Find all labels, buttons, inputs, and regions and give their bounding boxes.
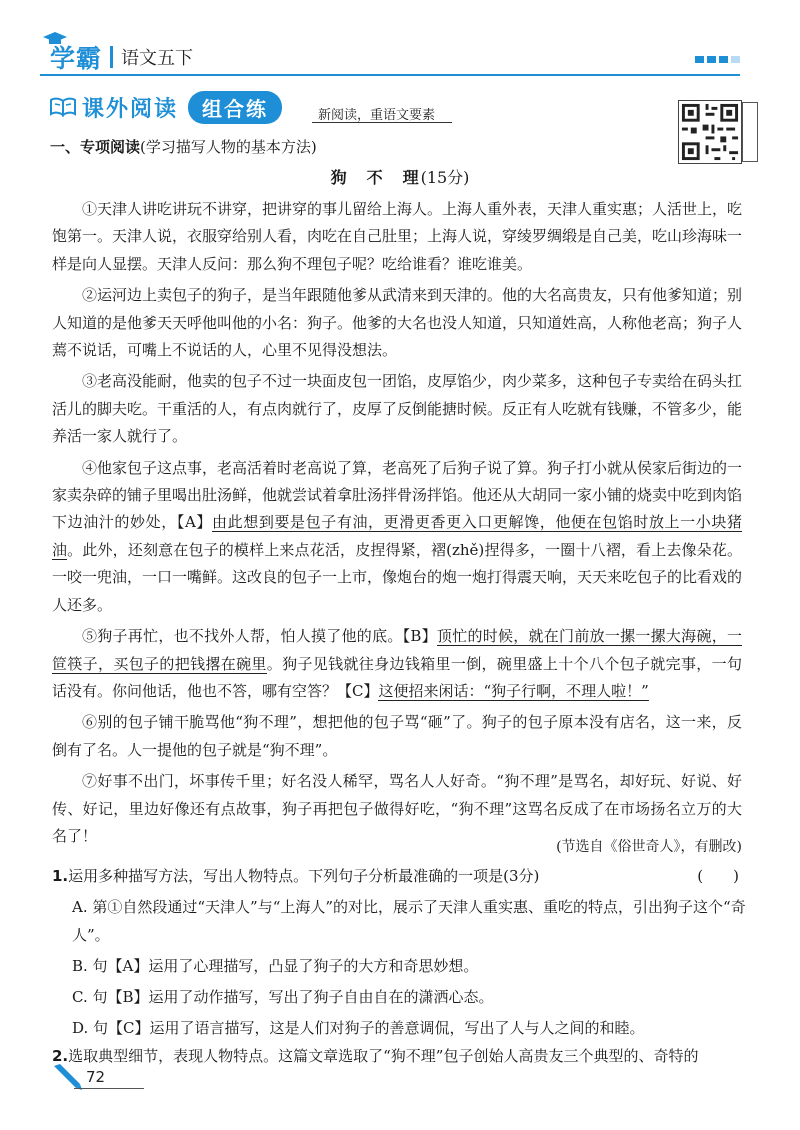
answer-option: C. 句【B】运用了动作描写，写出了狗子自由自在的潇洒心态。: [72, 988, 494, 1006]
qr-side-label: [742, 102, 758, 162]
answer-option: A. 第①自然段通过“天津人”与“上海人”的对比，展示了天津人重实惠、重吃的特点，引出狗子这个“奇人”。: [72, 898, 746, 944]
story-title-text: 狗 不 理: [330, 168, 421, 187]
question-text: 运用多种描写方法，写出人物特点。下列句子分析最准确的一项是(3分): [68, 867, 540, 885]
tag-underline: [312, 122, 452, 123]
question-number: 2.: [52, 1047, 69, 1065]
answer-option: B. 句【A】运用了心理描写，凸显了狗子的大方和奇思妙想。: [72, 957, 479, 975]
question-stem: [52, 1042, 747, 1070]
section-tag: 新阅读，重语文要素: [318, 108, 436, 123]
question-list: [52, 862, 747, 1070]
question-item: [52, 862, 747, 1042]
passage-paragraph: [52, 196, 742, 278]
brand: [50, 40, 193, 74]
page-header: [40, 38, 740, 78]
book-subject: 语文五下: [121, 48, 194, 69]
question-stem: [52, 862, 747, 890]
footer-underline: [74, 1088, 144, 1089]
passage-paragraph: [52, 368, 742, 450]
pencil-icon: [52, 1062, 82, 1090]
section-heading: [50, 92, 282, 122]
qr-code: [678, 100, 742, 164]
story-points: (15分): [420, 168, 470, 187]
part-hint: (学习描写人物的基本方法): [140, 138, 317, 156]
part-title: 一、专项阅读: [50, 138, 141, 156]
section-pill: 组合练: [188, 91, 282, 124]
reading-passage: [52, 196, 742, 854]
passage-paragraph: [52, 455, 742, 619]
underlined-sentence: 由此想到要是包子有油，更滑更香更入口更解馋，他便在包馅时放上一小块猪油: [52, 513, 742, 559]
passage-paragraph: [52, 709, 742, 764]
open-book-icon: [50, 97, 76, 117]
header-decoration: [695, 56, 740, 63]
paragraph-text: 。此外，还刻意在包子的模样上来点花活，皮捏得紧，褶(zhě)捏得多，一圈十八褶，看上去像朵花。一咬一兜油，一口一嘴鲜。这改良的包子一上市，像炮台的炮一炮打得震天响，天天来吃包子的比看戏的人还多。: [52, 540, 743, 614]
paragraph-text: ⑦好事不出门，坏事传千里；好名没人稀罕，骂名人人好奇。“狗不理”是骂名，却好玩、好说、好传、好记，里边好像还有点故事，狗子再把包子做得好吃，“狗不理”这骂名反成了在市场扬名立万的大名了！: [52, 772, 742, 845]
question-text: 选取典型细节，表现人物特点。这篇文章选取了“狗不理”包子创始人高贵友三个典型的、奇特的: [68, 1047, 699, 1065]
story-title: [0, 165, 800, 188]
question-item: [52, 1042, 747, 1070]
page-footer: [52, 1062, 142, 1092]
passage-source: (节选自《俗世奇人》，有删改): [556, 839, 742, 855]
brand-logo: 学霸: [50, 44, 103, 73]
header-divider: [40, 74, 740, 76]
question-number: 1.: [52, 867, 69, 885]
paragraph-text: ②运河边上卖包子的狗子，是当年跟随他爹从武清来到天津的。他的大名高贵友，只有他爹知道；别人知道的是他爹天天呼他叫他的小名：狗子。他爹的大名也没人知道，只知道姓高，人称他老高；狗子人蔫不说话，可嘴上不说话的人，心里不见得没想法。: [52, 286, 743, 360]
passage-paragraph: [52, 282, 742, 364]
paragraph-text: ⑥别的包子铺干脆骂他“狗不理”，想把他的包子骂“砸”了。狗子的包子原本没有店名，这一来，反倒有了名。人一提他的包子就是“狗不理”。: [52, 713, 742, 759]
underlined-sentence: 这便招来闲话：“狗子行啊，不理人啦！”: [378, 681, 649, 700]
paragraph-text: 。狗子见钱就往身边钱箱里一倒，碗里盛上十个八个包子就完事，一句话没有。你问他话，他也不答，哪有空答？【C】: [52, 654, 742, 700]
underlined-sentence: 顶忙的时候，就在门前放一摞一摞大海碗，一笸筷子，买包子的把钱撂在碗里: [52, 627, 742, 673]
part-heading: [50, 136, 317, 157]
section-title: 课外阅读: [82, 96, 179, 122]
paragraph-text: ③老高没能耐，他卖的包子不过一块面皮包一团馅，皮厚馅少，肉少菜多，这种包子专卖给在码头扛活儿的脚夫吃。干重活的人，有点肉就行了，皮厚了反倒能搪时候。反正有人吃就有钱赚，不管多少，能养活一家人就行了。: [52, 372, 743, 446]
paragraph-text: ①天津人讲吃讲玩不讲穿，把讲穿的事儿留给上海人。上海人重外表，天津人重实惠；人活世上，吃饱第一。天津人说，衣服穿给别人看，肉吃在自己肚里；上海人说，穿绫罗绸缎是自己美，吃山珍海味一样是向人显摆。天津人反问：那么狗不理包子呢？吃给谁看？谁吃谁美。: [52, 200, 743, 273]
brand-separator: [110, 46, 113, 68]
page-number: 72: [86, 1068, 106, 1086]
paragraph-text: ⑤狗子再忙，也不找外人帮，怕人摸了他的底。【B】: [82, 627, 437, 646]
paragraph-text: ④他家包子这点事，老高活着时老高说了算，老高死了后狗子说了算。狗子打小就从侯家后街边的一家卖杂碎的铺子里喝出肚汤鲜，他就尝试着拿肚汤拌骨汤拌馅。他还从大胡同一家小铺的烧卖中吃到肉馅下边油汁的妙处，【A】: [52, 458, 743, 532]
answer-option: D. 句【C】运用了语言描写，这是人们对狗子的善意调侃，写出了人与人之间的和睦。: [72, 1019, 645, 1037]
answer-blank: ( ): [697, 867, 739, 885]
passage-paragraph: [52, 623, 742, 705]
